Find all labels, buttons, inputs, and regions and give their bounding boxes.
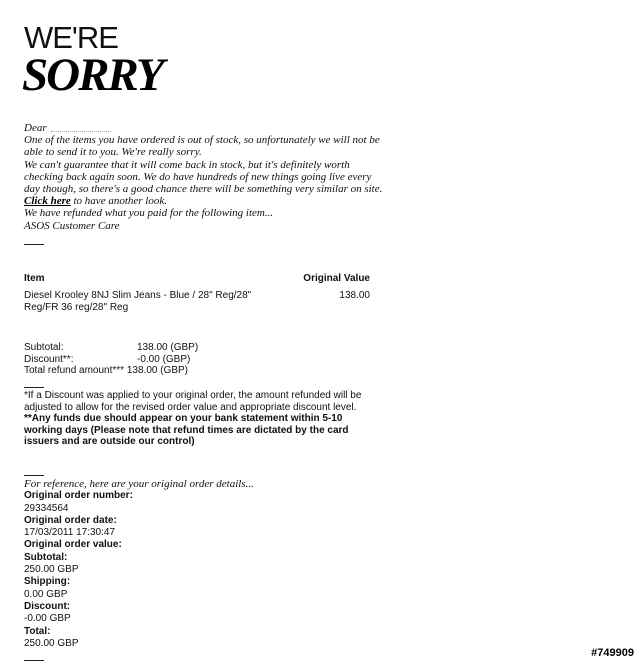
table-header bbox=[24, 273, 370, 285]
intro-message bbox=[24, 122, 384, 232]
funds-note: **Any funds due should appear on your bank statement within 5-10 working days (Please note that refund times are dictated by the card issuers and are outside our control) bbox=[24, 413, 349, 447]
item-description: Diesel Krooley 8NJ Slim Jeans - Blue / 28" Reg/28" Reg/FR 36 reg/28" Reg bbox=[24, 290, 252, 313]
subtotal-label: Subtotal: bbox=[24, 342, 64, 353]
order-shipping: 0.00 GBP bbox=[24, 588, 68, 600]
order-shipping-label: Shipping: bbox=[24, 576, 71, 588]
intro-paragraph-1: One of the items you have ordered is out of stock, so unfortunately we will not be able to send it to you. We're really sorry. bbox=[24, 134, 380, 159]
table-row bbox=[24, 290, 370, 314]
refund-label: Total refund amount*** bbox=[24, 365, 125, 376]
order-value-label: Original order value: bbox=[24, 539, 122, 551]
intro-paragraph-2 bbox=[24, 159, 384, 208]
order-number: 29334564 bbox=[24, 502, 69, 514]
image-id-badge: #749909 bbox=[591, 647, 634, 659]
greeting-text: Dear bbox=[24, 122, 47, 134]
reference-text: For reference, here are your original order details... bbox=[24, 478, 254, 490]
refund-row bbox=[24, 365, 198, 377]
intro-paragraph-3: We have refunded what you paid for the following item... bbox=[24, 207, 274, 220]
order-total-label: Total: bbox=[24, 625, 51, 637]
subtotal-row bbox=[24, 342, 198, 354]
heading-sorry: SORRY bbox=[22, 49, 163, 101]
discount-value: -0.00 (GBP) bbox=[137, 353, 191, 365]
order-date-label: Original order date: bbox=[24, 514, 117, 526]
col-value-header: Original Value bbox=[303, 273, 370, 284]
order-number-label: Original order number: bbox=[24, 490, 133, 502]
subtotal-value: 138.00 (GBP) bbox=[137, 342, 199, 353]
refund-notes bbox=[24, 390, 369, 448]
intro-paragraph-2-text: We can't guarantee that it will come back in stock, but it's definitely worth checking back again soon. We do have hundreds of new things going live every day though, so there's a good chance there will be something very similar on site. bbox=[24, 158, 383, 196]
item-value: 138.00 bbox=[339, 290, 370, 301]
heading-were: WE'RE bbox=[24, 20, 118, 55]
original-order-details bbox=[24, 478, 254, 650]
order-date: 17/03/2011 17:30:47 bbox=[24, 527, 116, 539]
intro-paragraph-2-tail: to have another look. bbox=[70, 195, 167, 208]
name-blank bbox=[51, 131, 111, 132]
col-item-header: Item bbox=[24, 273, 45, 284]
refund-value: 138.00 (GBP) bbox=[126, 365, 189, 376]
order-discount-label: Discount: bbox=[24, 600, 71, 612]
divider bbox=[24, 244, 44, 245]
order-subtotal-label: Subtotal: bbox=[24, 551, 68, 563]
order-subtotal: 250.00 GBP bbox=[24, 564, 79, 576]
discount-note: *If a Discount was applied to your original order, the amount refunded will be adjusted to allow for the revised order value and appropriate discount level. bbox=[24, 390, 362, 413]
divider bbox=[24, 475, 44, 476]
order-discount: -0.00 GBP bbox=[24, 613, 71, 625]
discount-label: Discount**: bbox=[24, 353, 74, 365]
divider bbox=[24, 660, 44, 661]
signoff: ASOS Customer Care bbox=[24, 219, 120, 232]
refund-totals bbox=[24, 342, 198, 377]
click-here-link[interactable]: Click here bbox=[24, 195, 71, 208]
divider bbox=[24, 387, 44, 388]
order-total: 250.00 GBP bbox=[24, 637, 79, 649]
greeting bbox=[24, 122, 384, 134]
discount-row bbox=[24, 354, 198, 366]
refund-items-table bbox=[24, 273, 370, 314]
